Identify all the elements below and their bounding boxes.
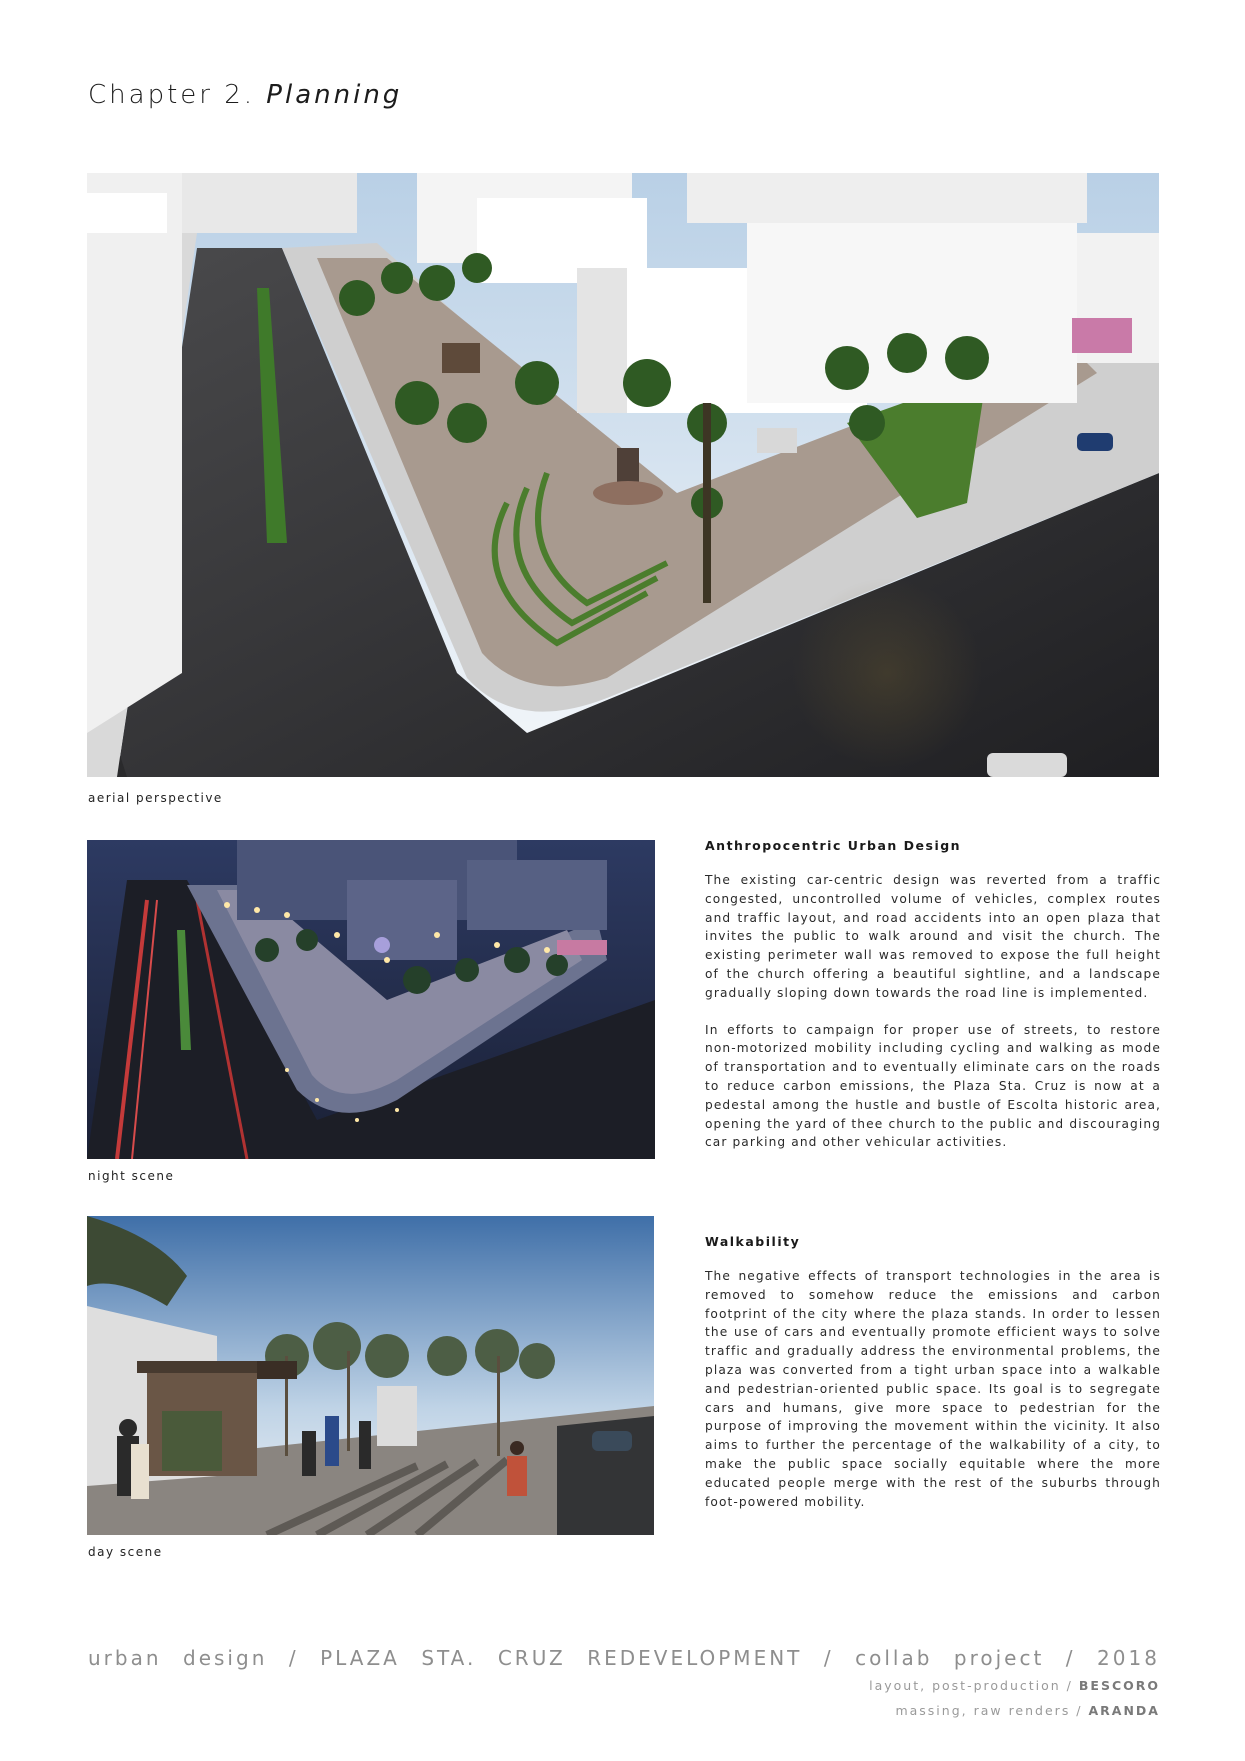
day-scene-image (87, 1216, 654, 1535)
footer-word: / (288, 1646, 299, 1670)
paragraph: In efforts to campaign for proper use of streets, to restore non-motorized mobility including cycling and walking as mode of transportation and to eventually eliminate cars on the roads to reduce carbon emissions, the Plaza Sta. Cruz is now at a pedestal among the hustle and bustle of Escolta historic area, opening the yard of thee church to the public and discouraging car parking and other vehicular activities. (705, 1022, 1161, 1150)
credit-role: layout, post-production / (869, 1678, 1073, 1693)
credit-role: massing, raw renders / (895, 1703, 1083, 1718)
paragraph: The existing car-centric design was reverted from a traffic congested, uncontrolled volume of vehicles, complex routes and traffic layout, and road accidents into an open plaza that invites the public to walk around and visit the church. The existing perimeter wall was removed to expose the full height of the church offering a beautiful sightline, and a landscape gradually sloping down towards the road line is implemented. (705, 873, 1161, 1000)
footer-word: STA. (421, 1646, 477, 1670)
section-heading: Walkability (705, 1234, 801, 1249)
night-caption: night scene (88, 1169, 175, 1183)
footer-word: / (1065, 1646, 1076, 1670)
chapter-name: Planning (266, 80, 403, 110)
section-walkability (705, 1234, 1161, 1511)
aerial-caption: aerial perspective (88, 791, 223, 805)
credit-name: BESCORO (1078, 1678, 1160, 1693)
footer-word: / (823, 1646, 834, 1670)
aerial-perspective-image (87, 173, 1159, 777)
footer-word: 2018 (1097, 1646, 1160, 1670)
footer-word: project (953, 1646, 1045, 1670)
paragraph: The negative effects of transport technologies in the area is removed to somehow reduce the emissions and carbon footprint of the city where the plaza stands. In order to lessen the use of cars and eventually promote efficient ways to solve traffic and gradually address the environmental problems, the plaza was converted from a tight urban space into a walkable and pedestrian-oriented public space. Its goal is to segregate cars and humans, give more space to pedestrian for the purpose of improving the movement within the vicinity. It also aims to further the percentage of the walkability of a city, to make the public space socially equitable where the more educated people merge with the rest of the suburbs through foot-powered mobility. (705, 1269, 1161, 1509)
footer-word: REDEVELOPMENT (587, 1646, 803, 1670)
footer-credit-layout (869, 1678, 1160, 1693)
day-caption: day scene (88, 1545, 163, 1559)
section-heading: Anthropocentric Urban Design (705, 838, 962, 853)
section-anthropocentric (705, 838, 1161, 1152)
footer-credit-massing (895, 1703, 1160, 1718)
footer-word: CRUZ (497, 1646, 566, 1670)
footer-word: PLAZA (320, 1646, 400, 1670)
footer-project-line (88, 1646, 1160, 1670)
chapter-title (88, 80, 402, 110)
footer-word: urban (88, 1646, 162, 1670)
night-scene-image (87, 840, 655, 1159)
footer-word: collab (855, 1646, 933, 1670)
chapter-prefix: Chapter 2. (88, 80, 256, 110)
footer-word: design (183, 1646, 268, 1670)
credit-name: ARANDA (1088, 1703, 1160, 1718)
